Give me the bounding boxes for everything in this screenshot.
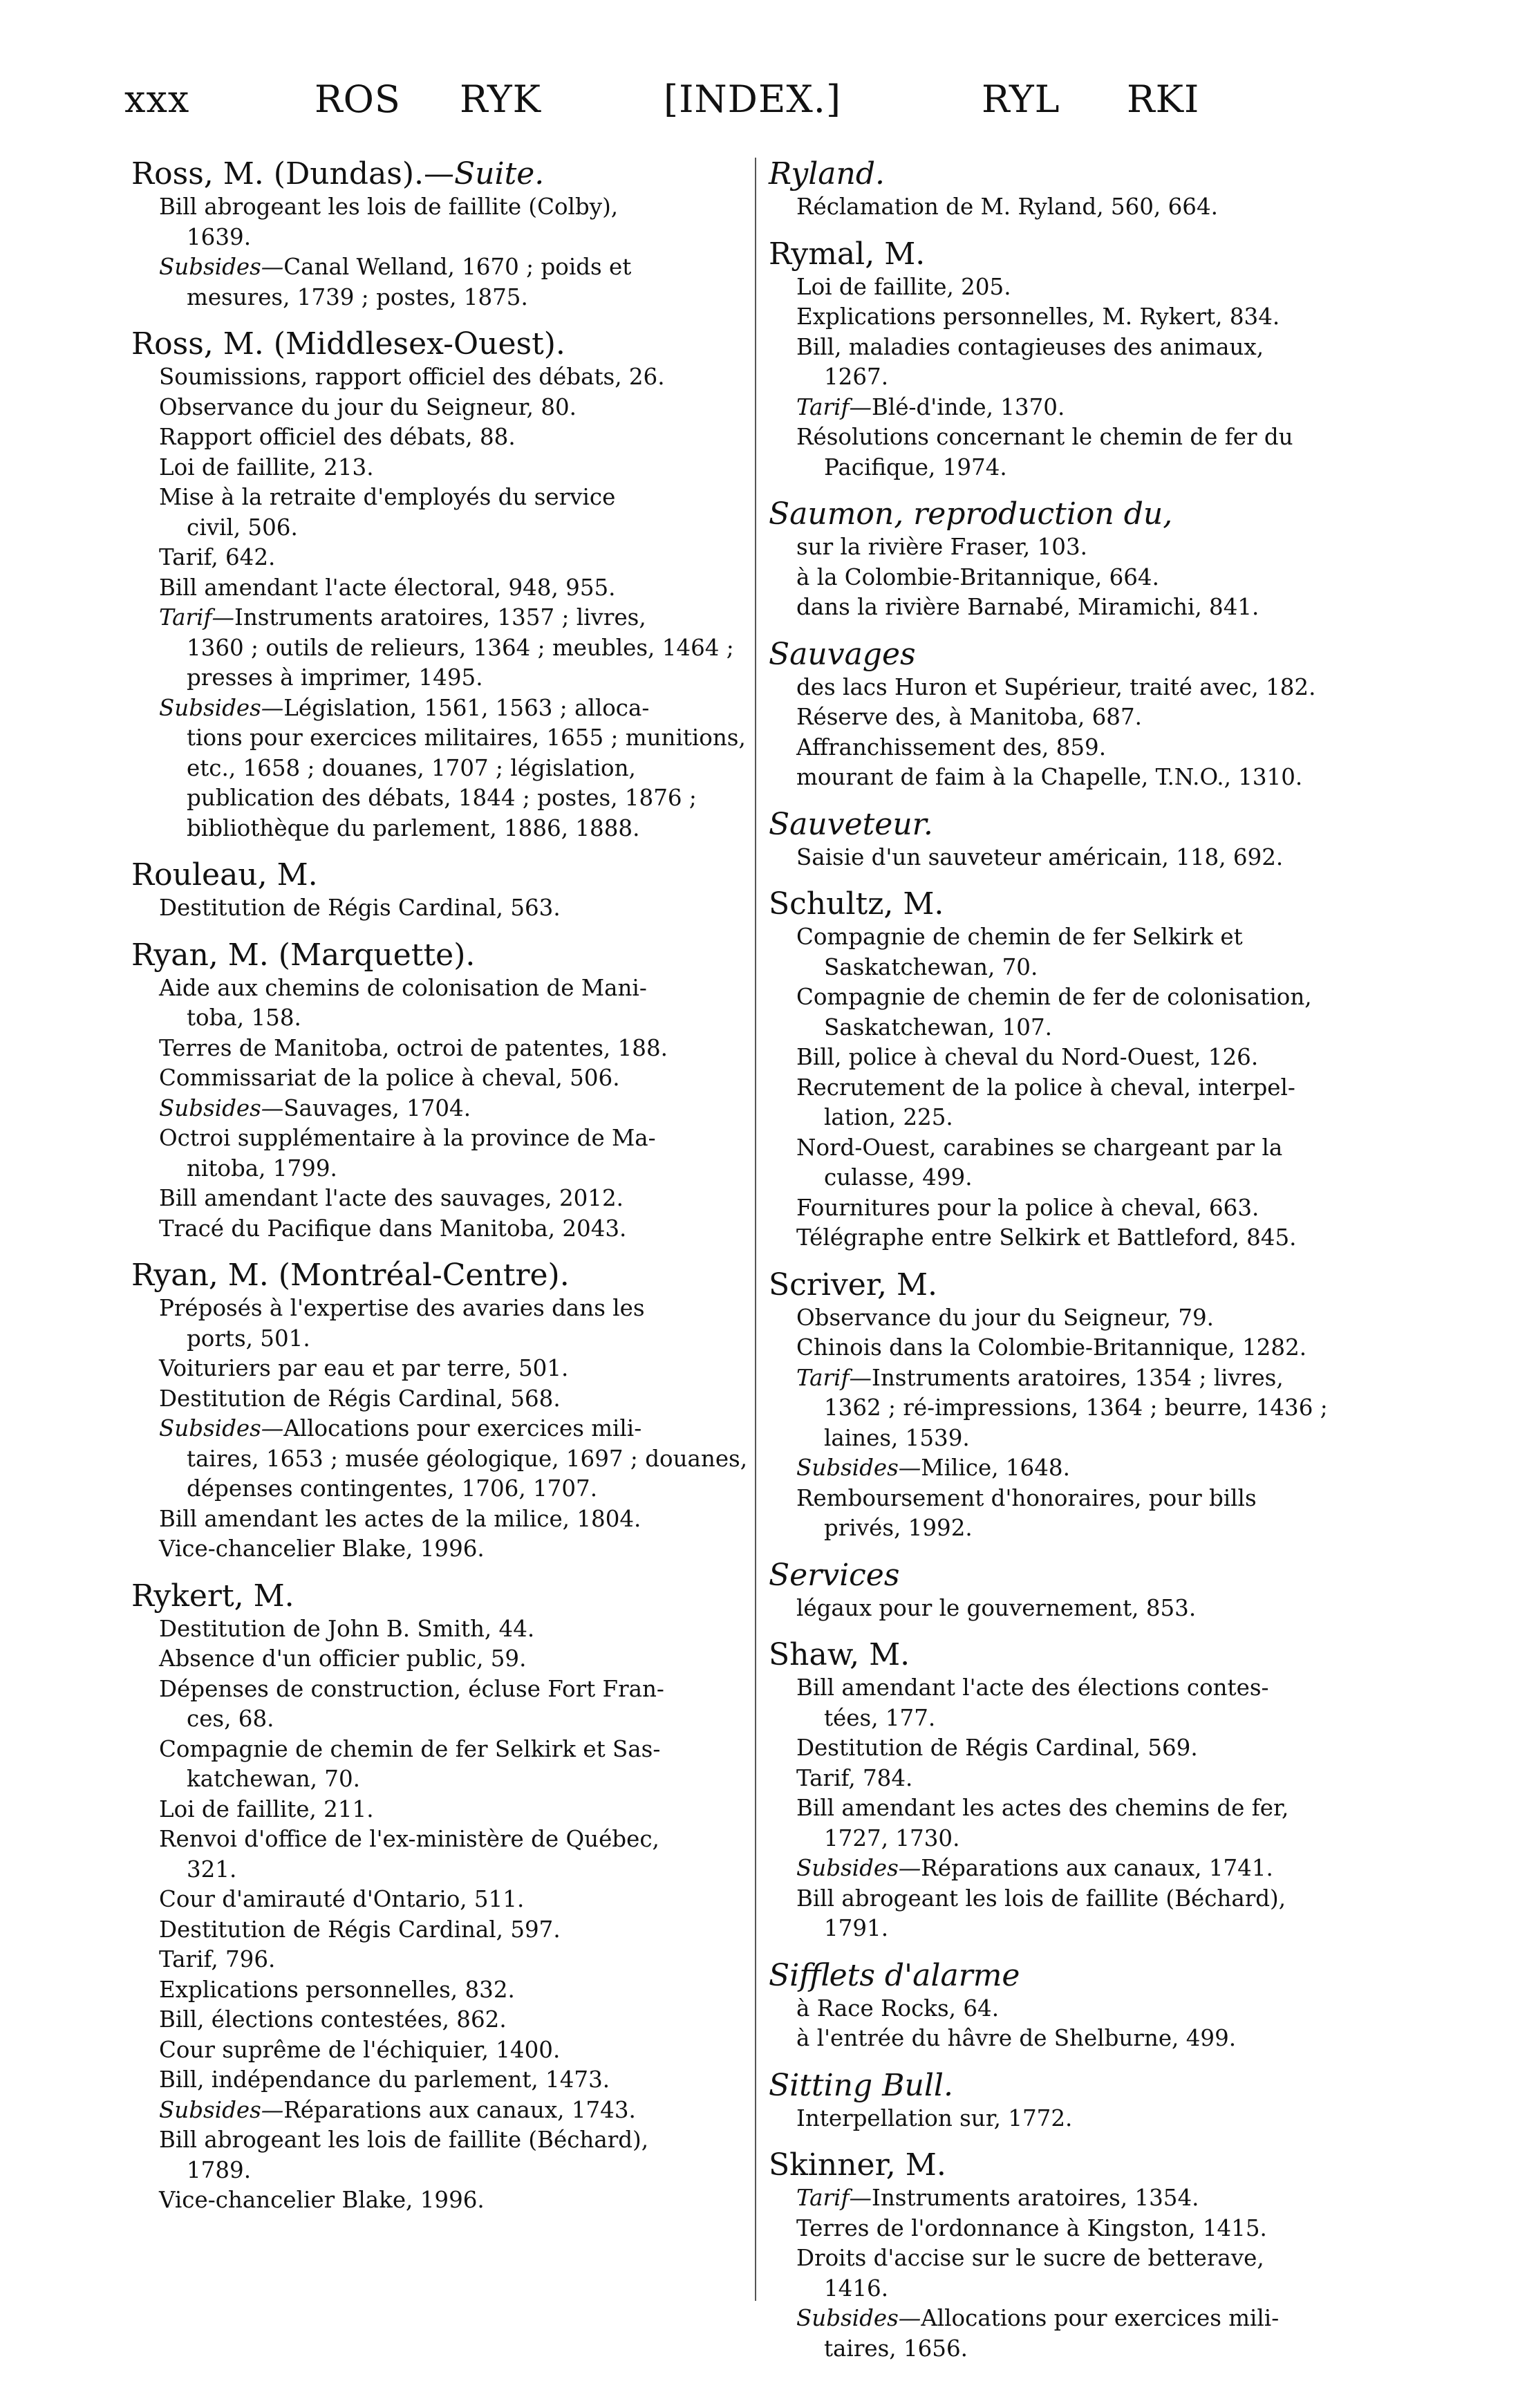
index-entry-group [769, 1267, 1405, 1544]
subentry-text: Affranchissement des, 859. [796, 734, 1107, 760]
heading-name: Rykert, M. [131, 1578, 294, 1614]
index-heading [131, 857, 753, 893]
index-entry-group [131, 1578, 753, 2216]
subentry-text: dans la rivière Barnabé, Miramichi, 841. [796, 594, 1259, 620]
index-heading [769, 496, 1405, 532]
index-subentry [769, 1363, 1405, 1454]
column-divider [755, 158, 756, 2301]
header-index-label: [INDEX.] [664, 77, 842, 121]
subentry-text: Commissariat de la police à cheval, 506. [159, 1065, 620, 1091]
subentry-text: Destitution de Régis Cardinal, 569. [796, 1735, 1198, 1761]
index-subentry [131, 693, 753, 844]
index-entry-group [131, 156, 753, 312]
subentry-category: Subsides— [159, 1094, 284, 1121]
subentry-text: Tarif, 784. [796, 1764, 913, 1791]
index-subentry [131, 1885, 753, 1915]
index-subentry [131, 573, 753, 604]
index-entry-group [131, 857, 753, 924]
index-subentry [131, 1644, 753, 1674]
index-entry-group [769, 1558, 1405, 1624]
index-heading [769, 807, 1405, 843]
subentry-text: Compagnie de chemin de fer Selkirk et Sas- [159, 1735, 661, 1762]
subentry-continuation: 1789. [187, 2156, 252, 2183]
index-subentry [131, 1915, 753, 1945]
index-subentry [131, 1354, 753, 1384]
index-subentry [131, 2096, 753, 2126]
index-subentry [769, 702, 1405, 733]
index-entry-group [769, 2068, 1405, 2134]
subentry-text: des lacs Huron et Supérieur, traité avec, 182. [796, 673, 1316, 700]
heading-italic: Saumon, reproduction du, [769, 496, 1173, 532]
index-subentry [131, 1735, 753, 1795]
index-heading [769, 2147, 1405, 2183]
index-entry-group [131, 937, 753, 1244]
heading-name: Schultz, M. [769, 886, 944, 922]
subentry-text: Recrutement de la police à cheval, interpel- [796, 1074, 1295, 1101]
index-subentry [769, 763, 1405, 793]
index-entry-group [769, 496, 1405, 623]
index-subentry [131, 893, 753, 924]
index-entry-group [131, 326, 753, 843]
subentry-text: Absence d'un officier public, 59. [159, 1645, 527, 1672]
subentry-text: Dépenses de construction, écluse Fort Fran- [159, 1675, 664, 1702]
heading-italic: Ryland. [769, 156, 886, 192]
heading-name: Ross, M. (Dundas).— [131, 156, 455, 192]
subentry-text: Octroi supplémentaire à la province de Ma- [159, 1125, 656, 1151]
subentry-text: Législation, 1561, 1563 ; alloca- [283, 694, 650, 721]
index-subentry [769, 1453, 1405, 1484]
subentry-text: Tracé du Pacifique dans Manitoba, 2043. [159, 1215, 627, 1242]
index-subentry [131, 362, 753, 393]
index-subentry [131, 1034, 753, 1064]
subentry-continuation: 1791. [824, 1915, 889, 1941]
index-subentry [769, 673, 1405, 703]
subentry-text: Destitution de Régis Cardinal, 597. [159, 1916, 561, 1943]
heading-name: Rymal, M. [769, 236, 926, 272]
header-range-start-b: RYK [460, 77, 541, 121]
subentry-text: Tarif, 796. [159, 1946, 276, 1972]
index-subentry [131, 422, 753, 453]
subentry-text: Interpellation sur, 1772. [796, 2104, 1073, 2131]
index-subentry [131, 1414, 753, 1504]
index-subentry [131, 192, 753, 252]
index-heading [131, 156, 753, 192]
subentry-category: Tarif— [159, 604, 234, 631]
heading-italic: Sauvages [769, 636, 916, 672]
index-heading [769, 886, 1405, 922]
index-subentry [131, 1975, 753, 2006]
index-subentry [769, 393, 1405, 423]
index-subentry [769, 1793, 1405, 1854]
index-subentry [769, 1484, 1405, 1544]
subentry-continuation: Pacifique, 1974. [824, 454, 1007, 480]
subentry-text: Destitution de John B. Smith, 44. [159, 1615, 535, 1642]
index-entry-group [769, 1958, 1405, 2054]
section-gap [769, 2134, 1405, 2147]
subentry-text: Bill amendant l'acte des élections contes- [796, 1674, 1269, 1701]
index-subentry [131, 252, 753, 312]
subentry-text: Soumissions, rapport officiel des débats, 26. [159, 364, 665, 390]
index-heading [769, 637, 1405, 673]
subentry-text: Bill, police à cheval du Nord-Ouest, 126. [796, 1044, 1259, 1070]
subentry-text: Bill, élections contestées, 862. [159, 2006, 507, 2033]
index-heading [769, 1267, 1405, 1303]
index-subentry [769, 922, 1405, 982]
index-subentry [131, 1294, 753, 1354]
index-subentry [131, 1184, 753, 1214]
subentry-text: Réserve des, à Manitoba, 687. [796, 704, 1142, 730]
subentry-continuation: 321. [187, 1856, 237, 1883]
index-heading [769, 1637, 1405, 1673]
subentry-continuation: privés, 1992. [824, 1515, 973, 1541]
index-subentry [769, 1733, 1405, 1764]
index-subentry [769, 1133, 1405, 1193]
subentry-text: Loi de faillite, 211. [159, 1795, 374, 1822]
index-subentry [131, 1123, 753, 1184]
page-number: xxx [124, 77, 190, 121]
subentry-text: Mise à la retraite d'employés du service [159, 484, 616, 510]
index-subentry [769, 1043, 1405, 1073]
subentry-text: Observance du jour du Seigneur, 80. [159, 393, 577, 420]
heading-italic: Sifflets d'alarme [769, 1957, 1020, 1993]
subentry-category: Subsides— [159, 694, 284, 721]
subentry-category: Subsides— [159, 1415, 284, 1441]
subentry-text: Instruments aratoires, 1354. [872, 2185, 1199, 2211]
subentry-text: Terres de l'ordonnance à Kingston, 1415. [796, 2214, 1267, 2241]
subentry-text: Observance du jour du Seigneur, 79. [796, 1304, 1215, 1331]
subentry-text: Voituriers par eau et par terre, 501. [159, 1355, 569, 1381]
subentry-continuation: 1727, 1730. [824, 1824, 960, 1851]
subentry-text: Compagnie de chemin de fer Selkirk et [796, 924, 1243, 950]
subentry-text: Réparations aux canaux, 1743. [283, 2096, 636, 2123]
subentry-text: Bill, indépendance du parlement, 1473. [159, 2066, 610, 2093]
subentry-continuation: culasse, 499. [824, 1164, 973, 1191]
subentry-text: Milice, 1648. [921, 1455, 1070, 1481]
subentry-continuation: katchewan, 70. [187, 1766, 360, 1792]
heading-name: Rouleau, M. [131, 857, 318, 893]
index-heading [769, 2068, 1405, 2104]
index-subentry [769, 2214, 1405, 2244]
subentry-text: Droits d'accise sur le sucre de betterave, [796, 2245, 1264, 2271]
index-heading [131, 937, 753, 973]
subentry-category: Subsides— [159, 254, 284, 280]
index-subentry [769, 1333, 1405, 1363]
subentry-text: Destitution de Régis Cardinal, 568. [159, 1385, 561, 1412]
section-gap [769, 1544, 1405, 1558]
subentry-text: Explications personnelles, M. Rykert, 834. [796, 304, 1280, 330]
index-subentry [769, 333, 1405, 393]
heading-name: Scriver, M. [769, 1267, 937, 1303]
index-subentry [131, 483, 753, 543]
subentry-text: Explications personnelles, 832. [159, 1976, 515, 2003]
index-subentry [131, 1945, 753, 1975]
index-subentry [769, 1994, 1405, 2024]
subentry-category: Tarif— [796, 2185, 872, 2211]
running-header [124, 77, 1244, 133]
section-gap [769, 793, 1405, 807]
index-subentry [131, 2065, 753, 2096]
index-subentry [131, 1504, 753, 1535]
subentry-text: Vice-chancelier Blake, 1996. [159, 2187, 485, 2213]
subentry-continuation: civil, 506. [187, 514, 298, 541]
index-subentry [769, 1594, 1405, 1624]
section-gap [769, 872, 1405, 886]
subentry-text: Nord-Ouest, carabines se chargeant par la [796, 1134, 1283, 1161]
subentry-text: Bill, maladies contagieuses des animaux, [796, 333, 1264, 360]
subentry-category: Subsides— [159, 2096, 284, 2123]
subentry-text: Rapport officiel des débats, 88. [159, 424, 516, 450]
subentry-continuation: tées, 177. [824, 1704, 936, 1731]
index-subentry [131, 2125, 753, 2185]
heading-name: Skinner, M. [769, 2147, 946, 2183]
heading-italic: Suite. [454, 156, 545, 192]
subentry-continuation: tions pour exercices militaires, 1655 ; munitions, etc., 1658 ; douanes, 1707 ; législation, publication des débats, 1844 ; postes, 1876 ; bibliothèque du parlement, 1886, 1888. [187, 725, 746, 841]
section-gap [131, 1565, 753, 1578]
subentry-category: Subsides— [796, 1455, 921, 1481]
index-subentry [131, 2005, 753, 2035]
subentry-continuation: ces, 68. [187, 1706, 274, 1732]
index-heading [131, 1258, 753, 1294]
index-subentry [131, 1214, 753, 1244]
index-heading [131, 1578, 753, 1614]
index-subentry [131, 1063, 753, 1094]
index-subentry [131, 1094, 753, 1124]
index-subentry [769, 1303, 1405, 1334]
subentry-text: Bill amendant l'acte électoral, 948, 955. [159, 574, 616, 601]
subentry-continuation: taires, 1653 ; musée géologique, 1697 ; douanes, dépenses contingentes, 1706, 1707. [187, 1445, 748, 1502]
index-heading [769, 1958, 1405, 1994]
subentry-text: sur la rivière Fraser, 103. [796, 534, 1087, 560]
section-gap [131, 843, 753, 857]
heading-name: Shaw, M. [769, 1637, 910, 1672]
subentry-text: Réclamation de M. Ryland, 560, 664. [796, 194, 1218, 220]
subentry-text: Destitution de Régis Cardinal, 563. [159, 895, 561, 921]
index-subentry [131, 453, 753, 483]
subentry-text: Bill abrogeant les lois de faillite (Béchard), [159, 2127, 649, 2153]
index-subentry [769, 1854, 1405, 1884]
section-gap [131, 924, 753, 937]
index-subentry [769, 2243, 1405, 2304]
index-subentry [131, 2185, 753, 2216]
index-subentry [769, 563, 1405, 593]
index-entry-group [769, 807, 1405, 873]
subentry-text: Bill amendant les actes de la milice, 1804. [159, 1505, 641, 1532]
subentry-category: Subsides— [796, 1855, 921, 1881]
index-subentry [769, 2024, 1405, 2054]
subentry-text: Vice-chancelier Blake, 1996. [159, 1536, 485, 1562]
subentry-text: à l'entrée du hâvre de Shelburne, 499. [796, 2025, 1237, 2051]
index-subentry [769, 1223, 1405, 1253]
index-heading [131, 326, 753, 362]
subentry-text: Loi de faillite, 205. [796, 273, 1011, 300]
subentry-text: Renvoi d'office de l'ex-ministère de Québec, [159, 1826, 659, 1852]
index-subentry [769, 532, 1405, 563]
subentry-text: Loi de faillite, 213. [159, 454, 374, 480]
index-subentry [769, 733, 1405, 763]
subentry-text: Instruments aratoires, 1357 ; livres, [234, 604, 646, 631]
index-subentry [769, 2104, 1405, 2134]
index-entry-group [769, 2147, 1405, 2364]
index-entry-group [769, 156, 1405, 223]
index-subentry [769, 272, 1405, 303]
index-subentry [131, 1674, 753, 1735]
subentry-text: Saisie d'un sauveteur américain, 118, 692. [796, 843, 1284, 870]
subentry-continuation: ports, 501. [187, 1325, 310, 1352]
subentry-text: Résolutions concernant le chemin de fer du [796, 424, 1293, 450]
subentry-text: Compagnie de chemin de fer de colonisation, [796, 984, 1312, 1010]
subentry-text: Tarif, 642. [159, 544, 276, 570]
right-column [769, 156, 1405, 2364]
index-subentry [131, 1614, 753, 1645]
index-subentry [131, 973, 753, 1034]
subentry-text: Réparations aux canaux, 1741. [921, 1855, 1273, 1881]
index-entry-group [769, 1637, 1405, 1944]
subentry-continuation: 1362 ; ré-impressions, 1364 ; beurre, 1436 ; laines, 1539. [824, 1394, 1328, 1451]
subentry-text: Terres de Manitoba, octroi de patentes, 188. [159, 1034, 668, 1061]
left-column [131, 156, 753, 2216]
subentry-continuation: 1267. [824, 364, 889, 390]
heading-italic: Sauveteur. [769, 806, 933, 842]
index-subentry [769, 843, 1405, 873]
index-entry-group [131, 1258, 753, 1565]
index-heading [769, 1558, 1405, 1594]
index-subentry [769, 1673, 1405, 1733]
header-range-end-b: RKI [1127, 77, 1200, 121]
subentry-text: Bill amendant les actes des chemins de fer, [796, 1795, 1289, 1821]
heading-name: Ryan, M. (Montréal-Centre). [131, 1258, 570, 1293]
subentry-text: Cour suprême de l'échiquier, 1400. [159, 2036, 561, 2063]
subentry-text: Cour d'amirauté d'Ontario, 511. [159, 1886, 525, 1912]
heading-name: Ryan, M. (Marquette). [131, 937, 476, 973]
section-gap [769, 1944, 1405, 1958]
index-subentry [131, 1534, 753, 1565]
subentry-category: Subsides— [796, 2305, 921, 2331]
section-gap [769, 483, 1405, 496]
index-subentry [769, 2304, 1405, 2364]
subentry-text: Télégraphe entre Selkirk et Battleford, 845. [796, 1224, 1297, 1251]
index-subentry [131, 1384, 753, 1415]
index-subentry [769, 982, 1405, 1043]
index-heading [769, 156, 1405, 192]
section-gap [769, 1623, 1405, 1637]
subentry-text: Bill abrogeant les lois de faillite (Colby), [159, 194, 619, 220]
subentry-text: Aide aux chemins de colonisation de Mani- [159, 974, 647, 1001]
subentry-continuation: taires, 1656. [824, 2335, 968, 2362]
index-subentry [769, 1073, 1405, 1133]
subentry-continuation: 1639. [187, 223, 252, 250]
subentry-text: Fournitures pour la police à cheval, 663. [796, 1194, 1259, 1221]
heading-italic: Sitting Bull. [769, 2067, 953, 2103]
subentry-text: Canal Welland, 1670 ; poids et [283, 254, 632, 280]
index-subentry [769, 1884, 1405, 1944]
index-entry-group [769, 637, 1405, 793]
subentry-continuation: toba, 158. [187, 1005, 301, 1031]
subentry-continuation: Saskatchewan, 107. [824, 1014, 1052, 1040]
index-subentry [131, 2035, 753, 2066]
index-subentry [769, 1193, 1405, 1224]
subentry-text: Allocations pour exercices mili- [283, 1415, 642, 1441]
index-subentry [131, 1824, 753, 1885]
index-subentry [131, 543, 753, 573]
subentry-continuation: nitoba, 1799. [187, 1155, 337, 1182]
heading-name: Ross, M. (Middlesex-Ouest). [131, 326, 565, 362]
subentry-text: Bill abrogeant les lois de faillite (Béchard), [796, 1885, 1286, 1912]
subentry-continuation: 1416. [824, 2275, 889, 2302]
subentry-text: Remboursement d'honoraires, pour bills [796, 1484, 1257, 1511]
section-gap [131, 312, 753, 326]
subentry-continuation: lation, 225. [824, 1104, 953, 1130]
index-entry-group [769, 886, 1405, 1253]
header-range-start-a: ROS [315, 77, 401, 121]
section-gap [769, 2054, 1405, 2068]
subentry-continuation: 1360 ; outils de relieurs, 1364 ; meubles, 1464 ; presses à imprimer, 1495. [187, 634, 734, 691]
subentry-text: Sauvages, 1704. [283, 1094, 471, 1121]
subentry-text: à Race Rocks, 64. [796, 1995, 1000, 2022]
header-range-end-a: RYL [982, 77, 1060, 121]
subentry-text: mourant de faim à la Chapelle, T.N.O., 1310. [796, 764, 1303, 790]
heading-italic: Services [769, 1557, 900, 1593]
index-subentry [769, 592, 1405, 623]
subentry-text: Instruments aratoires, 1354 ; livres, [872, 1364, 1284, 1391]
index-subentry [131, 393, 753, 423]
subentry-continuation: mesures, 1739 ; postes, 1875. [187, 283, 528, 310]
subentry-text: Bill amendant l'acte des sauvages, 2012. [159, 1185, 624, 1211]
subentry-category: Tarif— [796, 1364, 872, 1391]
subentry-text: à la Colombie-Britannique, 664. [796, 563, 1159, 590]
subentry-continuation: Saskatchewan, 70. [824, 953, 1038, 980]
subentry-text: Blé-d'inde, 1370. [872, 393, 1065, 420]
index-subentry [769, 422, 1405, 483]
index-subentry [131, 603, 753, 693]
subentry-text: Allocations pour exercices mili- [921, 2305, 1280, 2331]
subentry-text: Chinois dans la Colombie-Britannique, 1282. [796, 1334, 1307, 1361]
index-subentry [769, 192, 1405, 223]
index-heading [769, 236, 1405, 272]
index-subentry [131, 1795, 753, 1825]
subentry-text: Préposés à l'expertise des avaries dans les [159, 1295, 645, 1321]
section-gap [769, 223, 1405, 236]
index-entry-group [769, 236, 1405, 483]
section-gap [769, 1253, 1405, 1267]
subentry-text: légaux pour le gouvernement, 853. [796, 1594, 1197, 1621]
index-subentry [769, 302, 1405, 333]
section-gap [131, 1244, 753, 1258]
section-gap [769, 623, 1405, 637]
index-subentry [769, 2183, 1405, 2214]
subentry-category: Tarif— [796, 393, 872, 420]
index-subentry [769, 1764, 1405, 1794]
